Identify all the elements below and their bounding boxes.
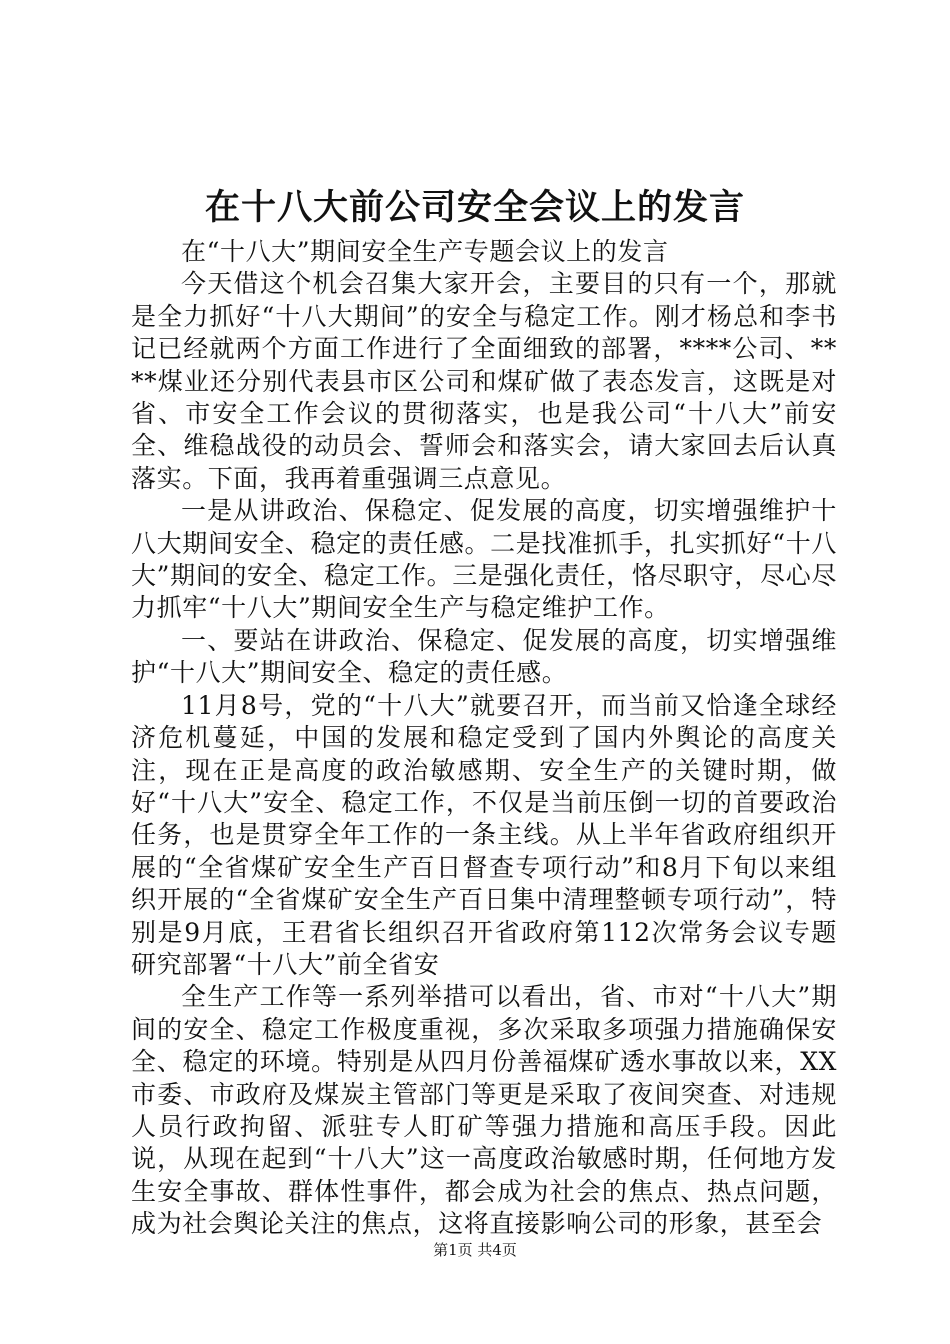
paragraph-4: 11月8号，党的“十八大”就要召开，而当前又恰逢全球经济危机蔓延，中国的发展和稳定受到了国内外舆论的高度关注，现在正是高度的政治敏感期、安全生产的关键时期，做好“十八大”安全、稳定工作，不仅是当前压倒一切的首要政治任务，也是贯穿全年工作的一条主线。从上半年省政府组织开展的“全省煤矿安全生产百日督查专项行动”和8月下旬以来组织开展的“全省煤矿安全生产百日集中清理整顿专项行动”，特别是9月底，王君省长组织召开省政府第112次常务会议专题研究部署“十八大”前全省安 xyxy=(131,690,837,979)
paragraph-5: 全生产工作等一系列举措可以看出，省、市对“十八大”期间的安全、稳定工作极度重视，多次采取多项强力措施确保安全、稳定的环境。特别是从四月份善福煤矿透水事故以来，XX市委、市政府及煤炭主管部门等更是采取了夜间突查、对违规人员行政拘留、派驻专人盯矿等强力措施和高压手段。因此说，从现在起到“十八大”这一高度政治敏感时期，任何地方发生安全事故、群体性事件，都会成为社会的焦点、热点问题，成为社会舆论关注的焦点，这将直接影响公司的形象，甚至会 xyxy=(131,982,837,1239)
paragraph-2: 一是从讲政治、保稳定、促发展的高度，切实增强维护十八大期间安全、稳定的责任感。二是找准抓手，扎实抓好“十八大”期间的安全、稳定工作。三是强化责任，恪尽职守，尽心尽力抓牢“十八大”期间安全生产与稳定维护工作。 xyxy=(131,496,837,623)
paragraph-1: 今天借这个机会召集大家开会，主要目的只有一个，那就是全力抓好“十八大期间”的安全与稳定工作。刚才杨总和李书记已经就两个方面工作进行了全面细致的部署，****公司、****煤业还分别代表县市区公司和煤矿做了表态发言，这既是对省、市安全工作会议的贯彻落实，也是我公司“十八大”前安全、维稳战役的动员会、誓师会和落实会，请大家回去后认真落实。下面，我再着重强调三点意见。 xyxy=(131,269,837,493)
page-title: 在十八大前公司安全会议上的发言 xyxy=(204,187,745,228)
document-body xyxy=(131,236,837,1241)
page-footer: 第1页 共4页 xyxy=(433,1241,517,1259)
paragraph-3: 一、要站在讲政治、保稳定、促发展的高度，切实增强维护“十八大”期间安全、稳定的责任感。 xyxy=(131,625,837,688)
paragraph-subtitle: 在“十八大”期间安全生产专题会议上的发言 xyxy=(181,237,669,266)
